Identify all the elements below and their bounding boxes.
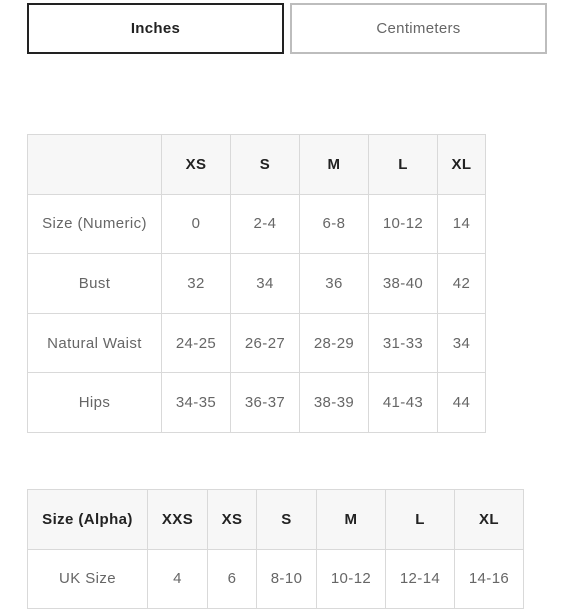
table-cell: 36-37 xyxy=(231,373,300,433)
table-header-cell: M xyxy=(317,490,386,550)
table-cell: 34-35 xyxy=(162,373,231,433)
table-cell: 28-29 xyxy=(300,313,369,373)
table-cell: 10-12 xyxy=(317,549,386,609)
row-label: Bust xyxy=(28,254,162,314)
table-header-cell xyxy=(28,135,162,195)
table-row xyxy=(28,194,486,254)
table-cell: 42 xyxy=(438,254,486,314)
table-header-cell: XL xyxy=(438,135,486,195)
row-label: Natural Waist xyxy=(28,313,162,373)
table-header-cell: XL xyxy=(455,490,524,550)
table-row xyxy=(28,373,486,433)
table-header-cell: L xyxy=(369,135,438,195)
table-header-cell: Size (Alpha) xyxy=(28,490,148,550)
row-label: UK Size xyxy=(28,549,148,609)
table-header-cell: XS xyxy=(208,490,257,550)
size-chart-table xyxy=(27,134,486,433)
table-cell: 41-43 xyxy=(369,373,438,433)
table-cell: 6-8 xyxy=(300,194,369,254)
unit-toggle xyxy=(27,3,547,54)
table-cell: 34 xyxy=(438,313,486,373)
table-cell: 4 xyxy=(148,549,208,609)
uk-size-table xyxy=(27,489,524,609)
table-header-cell: S xyxy=(231,135,300,195)
table-cell: 2-4 xyxy=(231,194,300,254)
table-cell: 0 xyxy=(162,194,231,254)
table-header-row xyxy=(28,490,524,550)
table-cell: 36 xyxy=(300,254,369,314)
table-cell: 38-39 xyxy=(300,373,369,433)
table-row xyxy=(28,549,524,609)
table-row xyxy=(28,313,486,373)
table-cell: 10-12 xyxy=(369,194,438,254)
table-cell: 24-25 xyxy=(162,313,231,373)
table-cell: 44 xyxy=(438,373,486,433)
table-cell: 14-16 xyxy=(455,549,524,609)
table-cell: 12-14 xyxy=(386,549,455,609)
table-cell: 34 xyxy=(231,254,300,314)
centimeters-button[interactable]: Centimeters xyxy=(290,3,547,54)
table-cell: 6 xyxy=(208,549,257,609)
row-label: Hips xyxy=(28,373,162,433)
table-cell: 31-33 xyxy=(369,313,438,373)
table-header-row xyxy=(28,135,486,195)
table-row xyxy=(28,254,486,314)
table-cell: 8-10 xyxy=(257,549,317,609)
table-header-cell: XS xyxy=(162,135,231,195)
table-cell: 14 xyxy=(438,194,486,254)
table-header-cell: M xyxy=(300,135,369,195)
table-cell: 38-40 xyxy=(369,254,438,314)
table-header-cell: XXS xyxy=(148,490,208,550)
row-label: Size (Numeric) xyxy=(28,194,162,254)
table-header-cell: S xyxy=(257,490,317,550)
table-cell: 32 xyxy=(162,254,231,314)
inches-button[interactable]: Inches xyxy=(27,3,284,54)
table-cell: 26-27 xyxy=(231,313,300,373)
table-header-cell: L xyxy=(386,490,455,550)
